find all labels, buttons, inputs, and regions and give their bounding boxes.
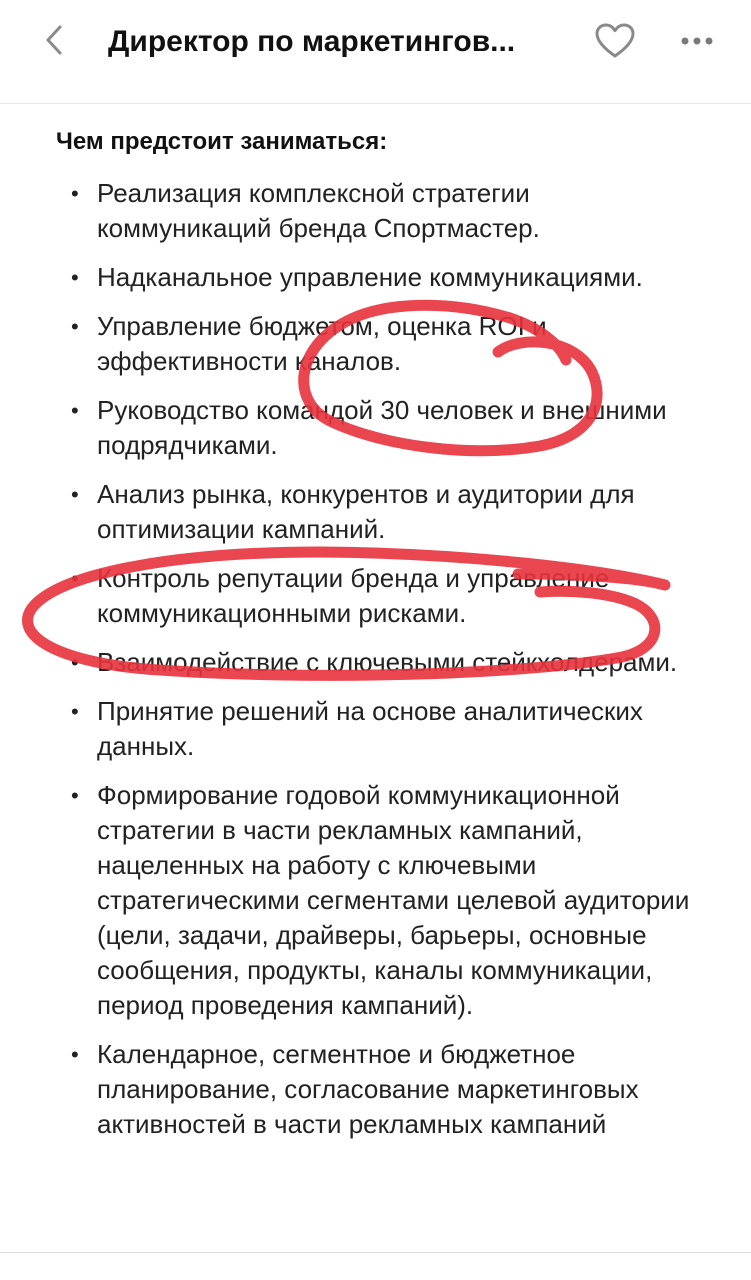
list-item-text: Управление бюджетом, оценка ROI и эффективности каналов. (97, 311, 547, 376)
bullet: • (71, 482, 79, 507)
heart-icon (594, 22, 636, 60)
list-item-text: Календарное, сегментное и бюджетное планирование, согласование маркетинговых активностей в части рекламных кампаний (97, 1039, 639, 1139)
list-item-text: Взаимодействие с ключевыми стейкхолдерами. (97, 647, 678, 677)
bottom-bar (0, 1252, 751, 1280)
list-item (0, 694, 751, 764)
section-heading: Чем предстоит заниматься: (56, 128, 388, 155)
list-item (0, 778, 751, 1023)
bullet: • (71, 398, 79, 423)
list-item-text: Принятие решений на основе аналитических данных. (97, 696, 643, 761)
bullet: • (71, 1042, 79, 1067)
list-item-text: Контроль репутации бренда и управление коммуникационными рисками. (97, 563, 610, 628)
bullet: • (71, 265, 79, 290)
duty-list (0, 176, 751, 1156)
list-item (0, 309, 751, 379)
list-item (0, 393, 751, 463)
list-item (0, 477, 751, 547)
more-dots-icon (680, 36, 714, 46)
list-item-text: Формирование годовой коммуникационной стратегии в части рекламных кампаний, нацеленных на работу с ключевыми стратегическими сегментами целевой аудитории (цели, задачи, драйверы, барьеры, основные сообщения, продукты, каналы коммуникации, период проведения кампаний). (97, 780, 690, 1020)
list-item (0, 260, 751, 295)
list-item-text: Руководство командой 30 человек и внешними подрядчиками. (97, 395, 667, 460)
list-item (0, 645, 751, 680)
list-item-text: Реализация комплексной стратегии коммуникаций бренда Спортмастер. (97, 178, 540, 243)
list-item-text: Анализ рынка, конкурентов и аудитории для оптимизации кампаний. (97, 479, 635, 544)
list-item (0, 1037, 751, 1142)
bullet: • (71, 314, 79, 339)
bullet: • (71, 181, 79, 206)
more-button[interactable] (672, 18, 722, 64)
job-description (0, 104, 751, 1254)
favorite-button[interactable] (590, 18, 640, 64)
bullet: • (71, 650, 79, 675)
bullet: • (71, 566, 79, 591)
app-header (0, 0, 751, 104)
bullet: • (71, 699, 79, 724)
list-item-text: Надканальное управление коммуникациями. (97, 262, 643, 292)
chevron-left-icon (43, 23, 65, 57)
list-item (0, 561, 751, 631)
page-title: Директор по маркетингов... (108, 25, 516, 58)
list-item (0, 176, 751, 246)
bullet: • (71, 783, 79, 808)
back-button[interactable] (32, 18, 76, 62)
